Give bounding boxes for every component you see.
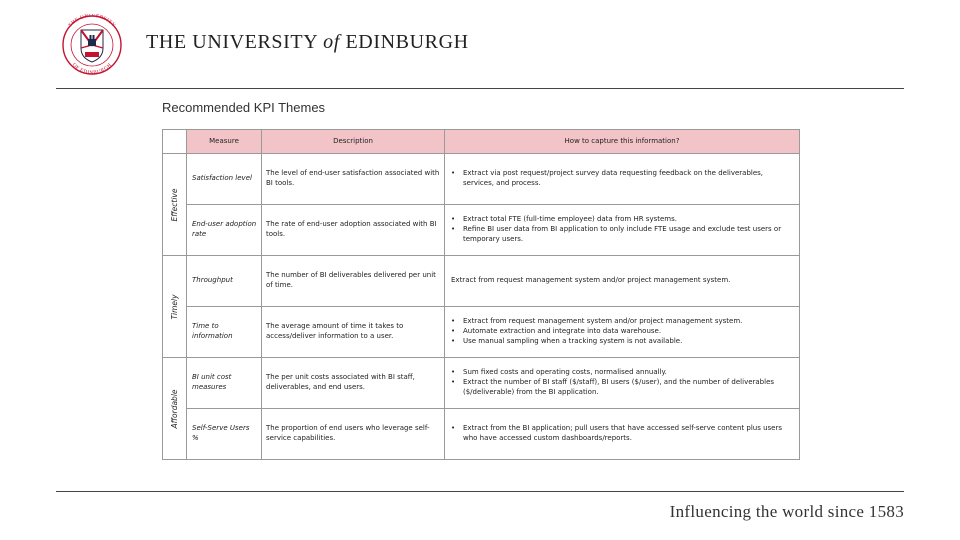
list-item: • Sum fixed costs and operating costs, normalised annually. xyxy=(463,368,795,378)
list-item: • Extract from the BI application; pull users that have accessed self-serve content plus users who have accessed custom dashboards/reports. xyxy=(463,424,795,444)
description-cell: The average amount of time it takes to access/deliver information to a user. xyxy=(262,307,445,358)
table-header-row xyxy=(163,130,800,154)
description-cell: The proportion of end users who leverage self-service capabilities. xyxy=(262,409,445,460)
list-item: • Extract via post request/project survey data requesting feedback on the deliverables, services, and process. xyxy=(463,169,795,189)
category-affordable: Affordable xyxy=(163,358,187,460)
list-item: • Extract total FTE (full-time employee) data from HR systems. xyxy=(463,215,795,225)
description-cell: The rate of end-user adoption associated with BI tools. xyxy=(262,205,445,256)
svg-text:OF EDINBURGH: OF EDINBURGH xyxy=(70,62,114,76)
description-cell: The number of BI deliverables delivered per unit of time. xyxy=(262,256,445,307)
measure-cell: Self-Serve Users % xyxy=(187,409,262,460)
table-row xyxy=(163,154,800,205)
capture-text: Extract from request management system and/or project management system. xyxy=(451,276,731,285)
description-cell: The level of end-user satisfaction associated with BI tools. xyxy=(262,154,445,205)
table-row xyxy=(163,307,800,358)
header-capture: How to capture this information? xyxy=(445,130,800,154)
table-row xyxy=(163,409,800,460)
list-item: • Extract the number of BI staff ($/staff), BI users ($/user), and the number of deliverables ($/deliverable) from the BI application. xyxy=(463,378,795,398)
measure-cell: BI unit cost measures xyxy=(187,358,262,409)
capture-cell xyxy=(445,205,800,256)
capture-cell xyxy=(445,256,800,307)
capture-cell xyxy=(445,358,800,409)
footer-tagline: Influencing the world since 1583 xyxy=(669,502,904,521)
table-row xyxy=(163,358,800,409)
measure-cell: Time to information xyxy=(187,307,262,358)
measure-cell: Throughput xyxy=(187,256,262,307)
category-timely: Timely xyxy=(163,256,187,358)
description-cell: The per unit costs associated with BI staff, deliverables, and end users. xyxy=(262,358,445,409)
capture-cell xyxy=(445,154,800,205)
list-item: • Refine BI user data from BI application to only include FTE usage and exclude test users or temporary users. xyxy=(463,225,795,245)
measure-cell: Satisfaction level xyxy=(187,154,262,205)
header-measure: Measure xyxy=(187,130,262,154)
category-effective: Effective xyxy=(163,154,187,256)
table-row xyxy=(163,256,800,307)
kpi-table xyxy=(162,129,800,460)
bottom-divider xyxy=(56,491,904,492)
top-divider xyxy=(56,88,904,89)
capture-cell xyxy=(445,307,800,358)
slide-title: Recommended KPI Themes xyxy=(162,100,326,115)
university-crest-logo xyxy=(54,14,130,76)
header-description: Description xyxy=(262,130,445,154)
table-row xyxy=(163,205,800,256)
measure-cell: End-user adoption rate xyxy=(187,205,262,256)
university-wordmark: THE UNIVERSITY of EDINBURGH xyxy=(146,31,469,53)
list-item: • Automate extraction and integrate into data warehouse. xyxy=(463,327,795,337)
capture-cell xyxy=(445,409,800,460)
header-blank-cell xyxy=(163,130,187,154)
list-item: • Extract from request management system and/or project management system. xyxy=(463,317,795,327)
svg-text:THE UNIVERSITY: THE UNIVERSITY xyxy=(67,14,117,29)
list-item: • Use manual sampling when a tracking system is not available. xyxy=(463,337,795,347)
